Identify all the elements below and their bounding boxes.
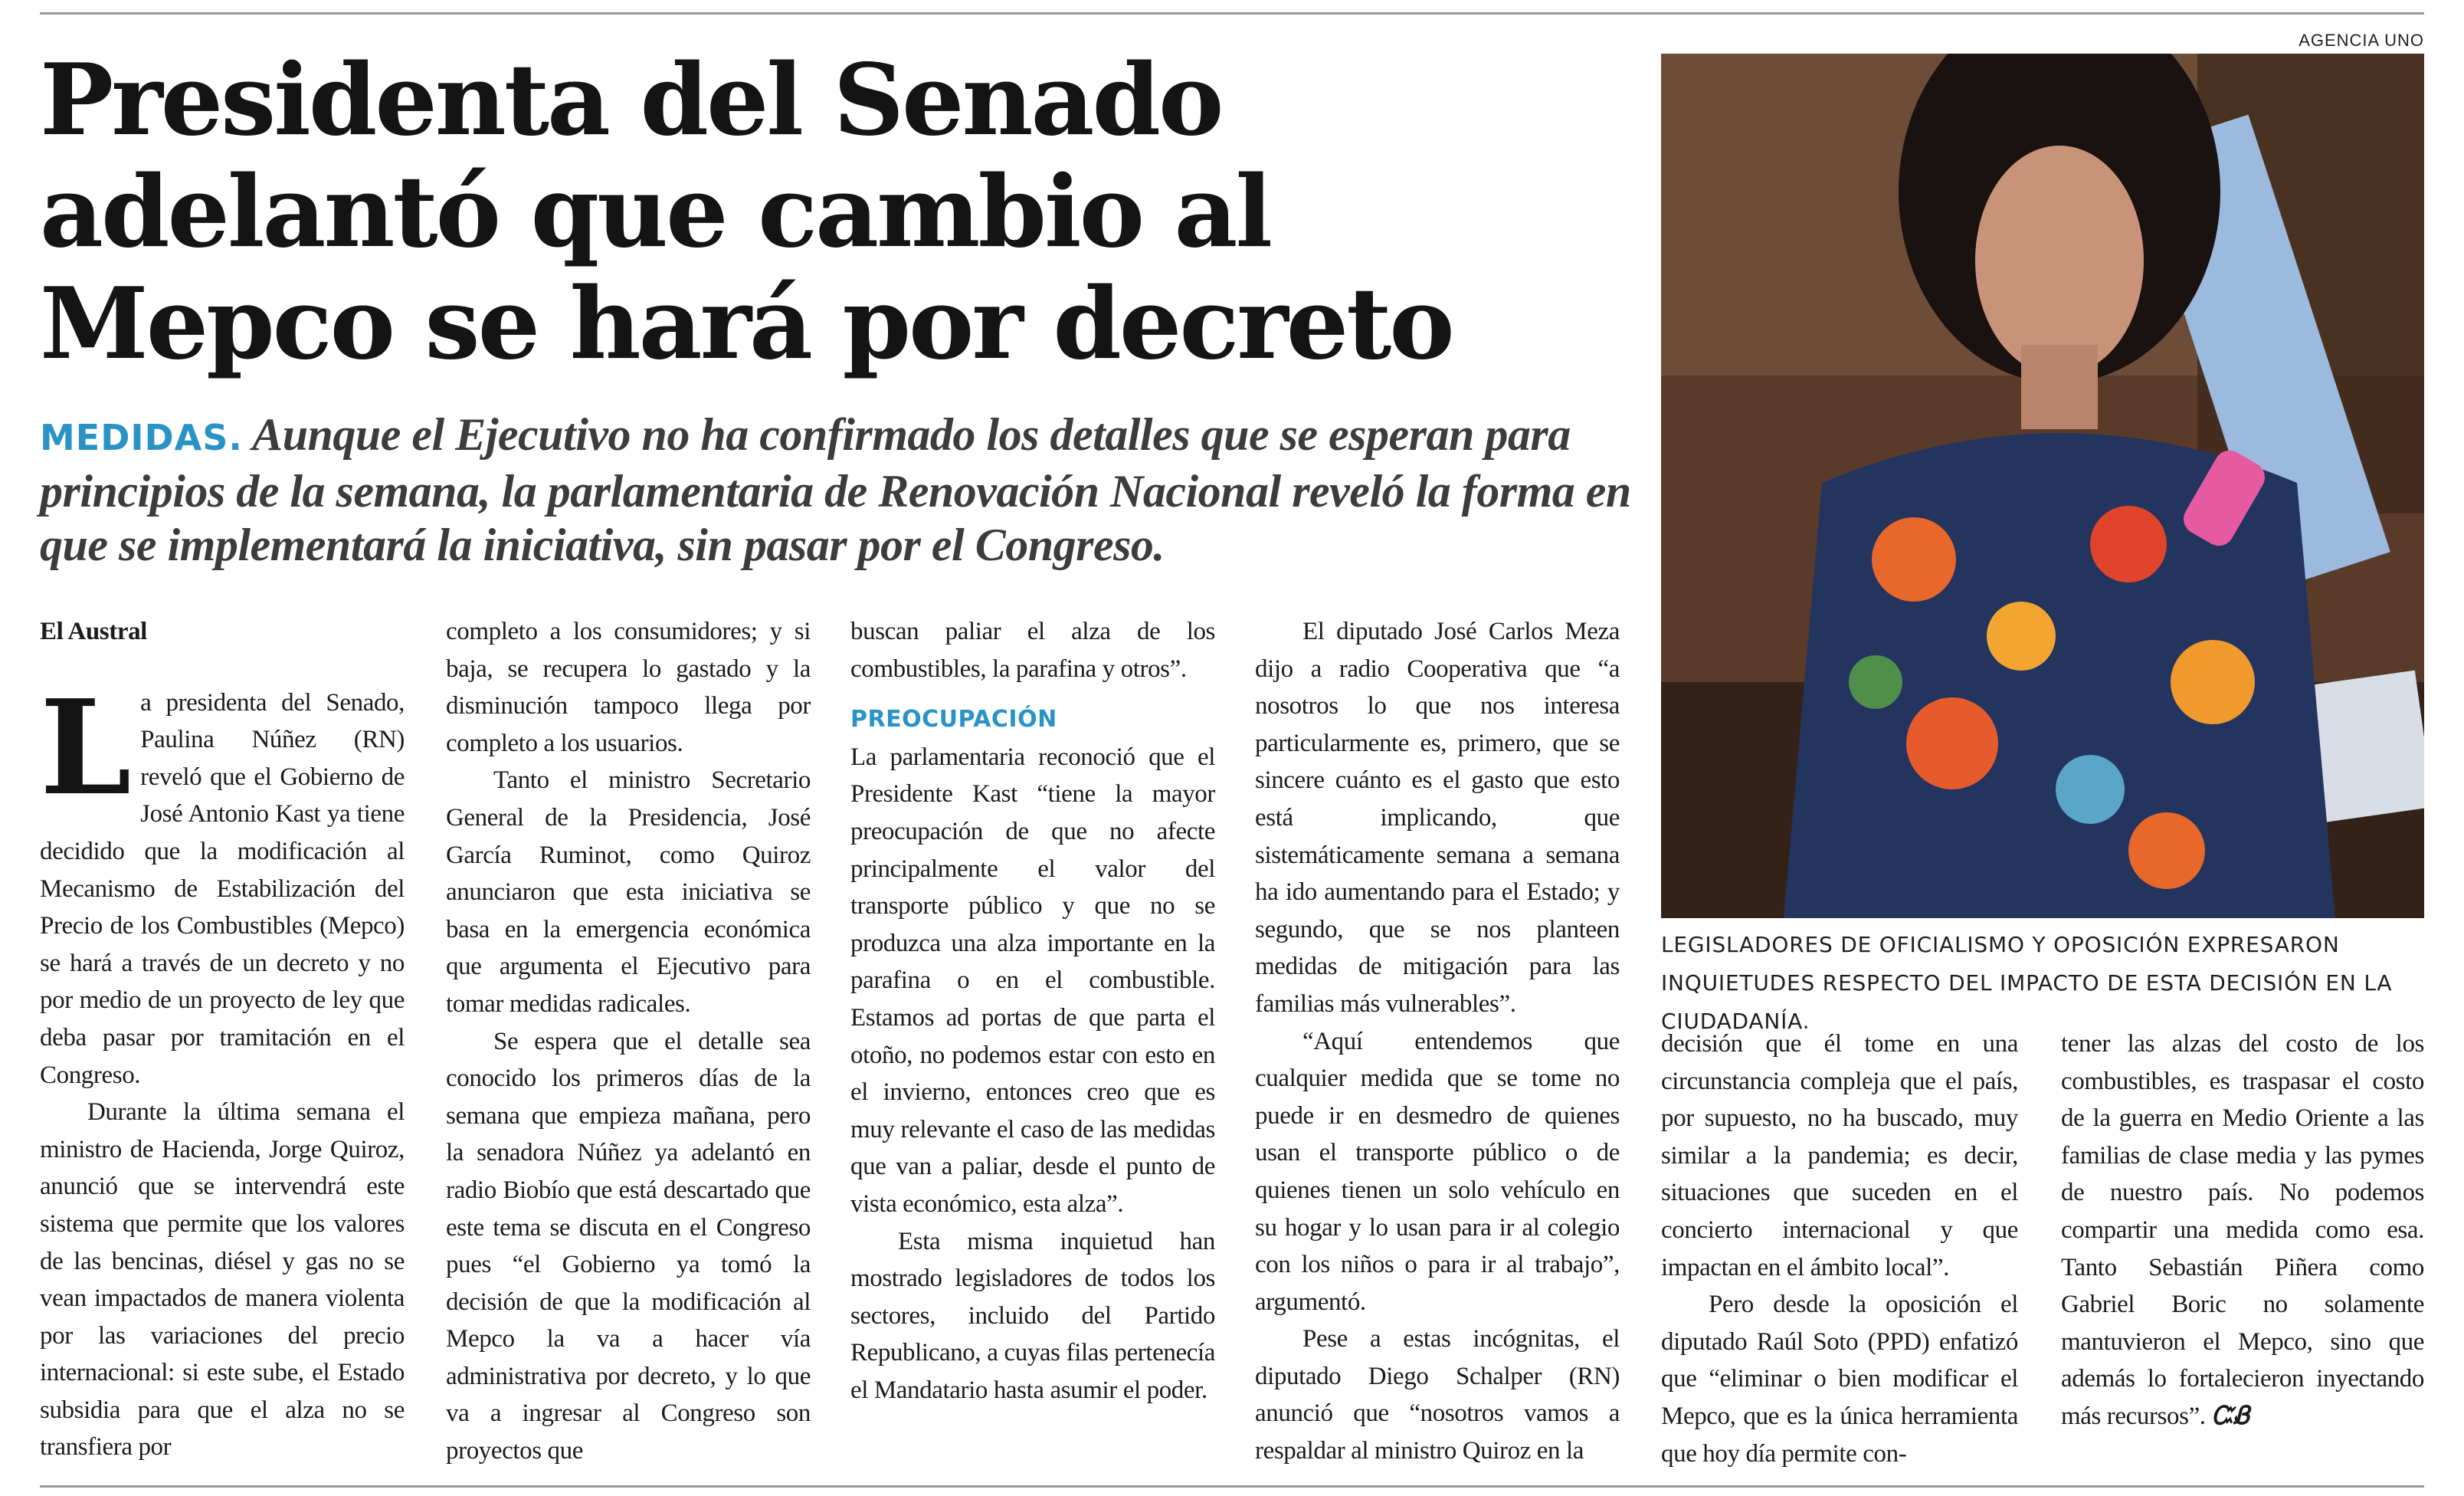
photo-caption: LEGISLADORES DE OFICIALISMO Y OPOSICIÓN EXPRESARON INQUIETUDES RESPECTO DEL IMPACTO DE ESTA DECISIÓN EN LA CIUDADANÍA. <box>1661 932 2393 1034</box>
body-paragraph: buscan paliar el alza de los combustibles, la parafina y otros”. <box>850 618 1215 683</box>
byline: El Austral <box>40 618 147 645</box>
body-paragraph: La presidenta del Senado, Paulina Núñez (RN) reveló que el Gobierno de José Antonio Kast ya tiene decidido que la modificación al Mecanismo de Estabilización del Precio de los Combustibles (Mepco) se hará a través de un decreto y no por medio de un proyecto de ley que deba pasar por tramitación en el Congreso. <box>40 671 405 1089</box>
article-column-4 <box>1255 613 1620 1470</box>
headline: Presidenta del Senado adelantó que cambio al Mepco se hará por decreto <box>40 43 1453 382</box>
body-paragraph: El diputado José Carlos Meza dijo a radio Cooperativa que “a nosotros lo que nos interesa particularmente es, primero, que se sincere cuánto es el gasto que esto está implicando, que sistemáticamente semana a semana ha ido aumentando para el Estado; y segundo, que se nos planteen medidas de mitigación para las familias más vulnerables”. <box>1255 618 1620 1018</box>
body-paragraph: Pero desde la oposición el diputado Raúl Soto (PPD) enfatizó que “eliminar o bien modificar el Mepco, que es la única herramienta que hoy día permite con- <box>1661 1291 2018 1468</box>
body-paragraph: La parlamentaria reconoció que el Presidente Kast “tiene la mayor preocupación de que no afecte principalmente el valor del transporte público y que no se produzca una alza importante en la parafina o en el combustible. Estamos ad portas de que parta el otoño, no podemos estar con esto en el invierno, entonces creo que es muy relevante el caso de las medidas que van a paliar, desde el punto de vista económico, esta alza”. <box>850 743 1215 1218</box>
article-column-6 <box>2061 1025 2424 1435</box>
body-paragraph: “Aquí entendemos que cualquier medida que se tome no puede ir en desmedro de quienes usan el transporte público o de quienes tienen un solo vehículo en su hogar y lo usan para ir al colegio con los niños o para ir al trabajo”, argumentó. <box>1255 1027 1620 1316</box>
body-paragraph: Se espera que el detalle sea conocido los primeros días de la semana que empieza mañana, pero la senadora Núñez ya adelantó en radio Biobío que está descartado que este tema se discuta en el Congreso pues “el Gobierno ya tomó la decisión de que la modificación al Mepco la va a hacer vía administrativa por decreto, y lo que va a ingresar al Congreso son proyectos que <box>446 1027 811 1465</box>
body-paragraph: Esta misma inquietud han mostrado legisladores de todos los sectores, incluido del Partido Republicano, a cuyas filas pertenecía el Mandatario hasta asumir el poder. <box>850 1227 1215 1404</box>
drop-cap: L <box>40 671 132 825</box>
bottom-rule <box>40 1485 2424 1488</box>
end-mark: ᏨᏰ <box>2211 1402 2249 1430</box>
body-paragraph: Tanto el ministro Secretario General de la Presidencia, José García Ruminot, como Quiroz anunciaron que esta iniciativa se basa en la emergencia económica que argumenta el Ejecutivo para tomar medidas radicales. <box>446 766 811 1018</box>
subhead: PREOCUPACIÓN <box>850 706 1057 733</box>
body-paragraph: Pese a estas incógnitas, el diputado Diego Schalper (RN) anunció que “nosotros vamos a respaldar al ministro Quiroz en la <box>1255 1325 1620 1465</box>
photo-credit: AGENCIA UNO <box>2299 31 2424 50</box>
article-column-1 <box>40 613 405 1466</box>
deck <box>40 408 1633 572</box>
article-column-3 <box>850 613 1215 1409</box>
deck-kicker: MEDIDAS. <box>40 417 243 458</box>
news-photo <box>1661 54 2424 918</box>
article-column-5 <box>1661 1025 2018 1472</box>
body-paragraph: decisión que él tome en una circunstancia compleja que el país, por supuesto, no ha buscado, muy similar a la pandemia; es decir, situaciones que suceden en el concierto internacional y que impactan en el ámbito local”. <box>1661 1030 2018 1281</box>
top-rule <box>40 12 2424 15</box>
photo-illustration <box>1661 54 2424 918</box>
article-column-2 <box>446 613 811 1470</box>
deck-text: Aunque el Ejecutivo no ha confirmado los detalles que se esperan para principios de la semana, la parlamentaria de Renovación Nacional reveló la forma en que se implementará la iniciativa, sin pasar por el Congreso. <box>40 409 1631 570</box>
body-paragraph: Durante la última semana el ministro de Hacienda, Jorge Quiroz, anunció que se intervendrá este sistema que permite que los valores de las bencinas, diésel y gas no se vean impactados de manera violenta por las variaciones del precio internacional: si este sube, el Estado subsidia para que el alza no se transfiera por <box>40 1098 405 1462</box>
body-paragraph: tener las alzas del costo de los combustibles, es traspasar el costo de la guerra en Medio Oriente a las familias de clase media y las pymes de nuestro país. No podemos compartir una medida como esa. Tanto Sebastián Piñera como Gabriel Boric no solamente mantuvieron el Mepco, sino que además lo fortalecieron inyectando más recursos”. ᏨᏰ <box>2061 1030 2424 1430</box>
body-paragraph: completo a los consumidores; y si baja, se recupera lo gastado y la disminución tampoco llega por completo a los usuarios. <box>446 618 811 757</box>
